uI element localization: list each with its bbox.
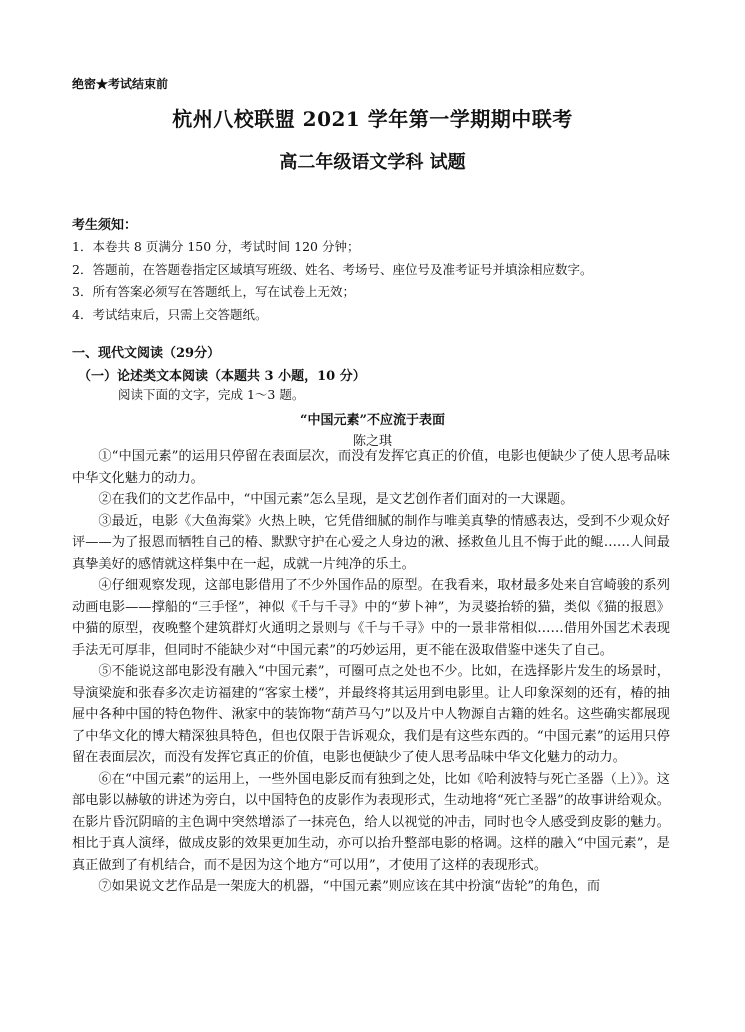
notice-list — [72, 236, 672, 326]
article-paragraph: ④仔细观察发现，这部电影借用了不少外国作品的原型。在我看来，取材最多处来自宫崎骏的系列动画电影——撑船的“三手怪”，神似《千与千寻》中的“萝卜神”，为灵婆抬轿的猫，类似《猫的报恩》中猫的原型，夜晚整个建筑群灯火通明之景则与《千与千寻》中的一景非常相似……借用外国艺术表现手法无可厚非，但同时不能缺少对“中国元素”的巧妙运用，更不能在汲取借鉴中迷失了自己。 — [72, 578, 670, 658]
article-title: “中国元素”不应流于表面 — [300, 413, 445, 428]
article-paragraph: ①“中国元素”的运用只停留在表面层次，而没有发挥它真正的价值，电影也便缺少了使人思考品味中华文化魅力的动力。 — [72, 449, 670, 486]
notice-item: 4．考试结束后，只需上交答题纸。 — [72, 306, 268, 322]
section-heading: 一、现代文阅读（29分） — [72, 346, 221, 361]
exam-title: 杭州八校联盟 2021 学年第一学期期中联考 — [172, 107, 573, 131]
article-paragraph: ⑥在“中国元素”的运用上，一些外国电影反而有独到之处，比如《哈利波特与死亡圣器（上）》。这部电影以赫敏的讲述为旁白，以中国特色的皮影作为表现形式，生动地将“死亡圣器”的故事讲给观众。在影片昏沉阴暗的主色调中突然增添了一抹亮色，给人以视觉的冲击，同时也令人感受到皮影的魅力。相比于真人演绎，做成皮影的效果更加生动，亦可以抬升整部电影的格调。这样的融入“中国元素”，是真正做到了有机结合，而不是因为这个地方“可以用”，才使用了这样的表现形式。 — [72, 771, 670, 873]
notice-item: 2．答题前，在答题卷指定区域填写班级、姓名、考场号、座位号及准考证号并填涂相应数字。 — [72, 261, 593, 277]
confidential-label: 绝密★考试结束前 — [72, 77, 169, 91]
article-paragraph: ⑦如果说文艺作品是一架庞大的机器，“中国元素”则应该在其中扮演“齿轮”的角色，而 — [98, 879, 601, 894]
notice-item: 1．本卷共 8 页满分 150 分，考试时间 120 分钟； — [72, 239, 360, 254]
article-paragraph: ⑤不能说这部电影没有融入“中国元素”，可圈可点之处也不少。比如，在选择影片发生的场景时，导演梁旋和张春多次走访福建的“客家土楼”，并最终将其运用到电影里。让人印象深刻的还有，椿的抽屉中各种中国的特色物件、湫家中的装饰物“葫芦马勺”以及片中人物源自古籍的姓名。这些确实都展现了中华文化的博大精深独具特色，但也仅限于告诉观众，我们是有这些东西的。“中国元素”的运用只停留在表面层次，而没有发挥它真正的价值，电影也便缺少了使人思考品味中华文化魅力的动力。 — [72, 664, 670, 765]
article-paragraph: ②在我们的文艺作品中，“中国元素”怎么呈现，是文艺创作者们面对的一大课题。 — [98, 492, 574, 507]
article-paragraph: ③最近，电影《大鱼海棠》火热上映，它凭借细腻的制作与唯美真挚的情感表达，受到不少观众好评——为了报恩而牺牲自己的椿、默默守护在心爱之人身边的湫、拯救鱼儿且不悔于此的鲲……人间最真挚美好的感情就这样集中在一起，成就一片纯净的乐土。 — [72, 513, 670, 572]
article-body — [72, 446, 670, 898]
exam-subtitle: 高二年级语文学科 试题 — [279, 152, 466, 173]
notice-item: 3．所有答案必须写在答题纸上，写在试卷上无效； — [72, 284, 355, 299]
subsection-heading: （一）论述类文本阅读（本题共 3 小题，10 分） — [78, 369, 366, 384]
notice-heading: 考生须知： — [72, 218, 138, 233]
reading-instruction: 阅读下面的文字，完成 1～3 题。 — [118, 387, 305, 402]
article-author: 陈之琪 — [352, 434, 392, 449]
